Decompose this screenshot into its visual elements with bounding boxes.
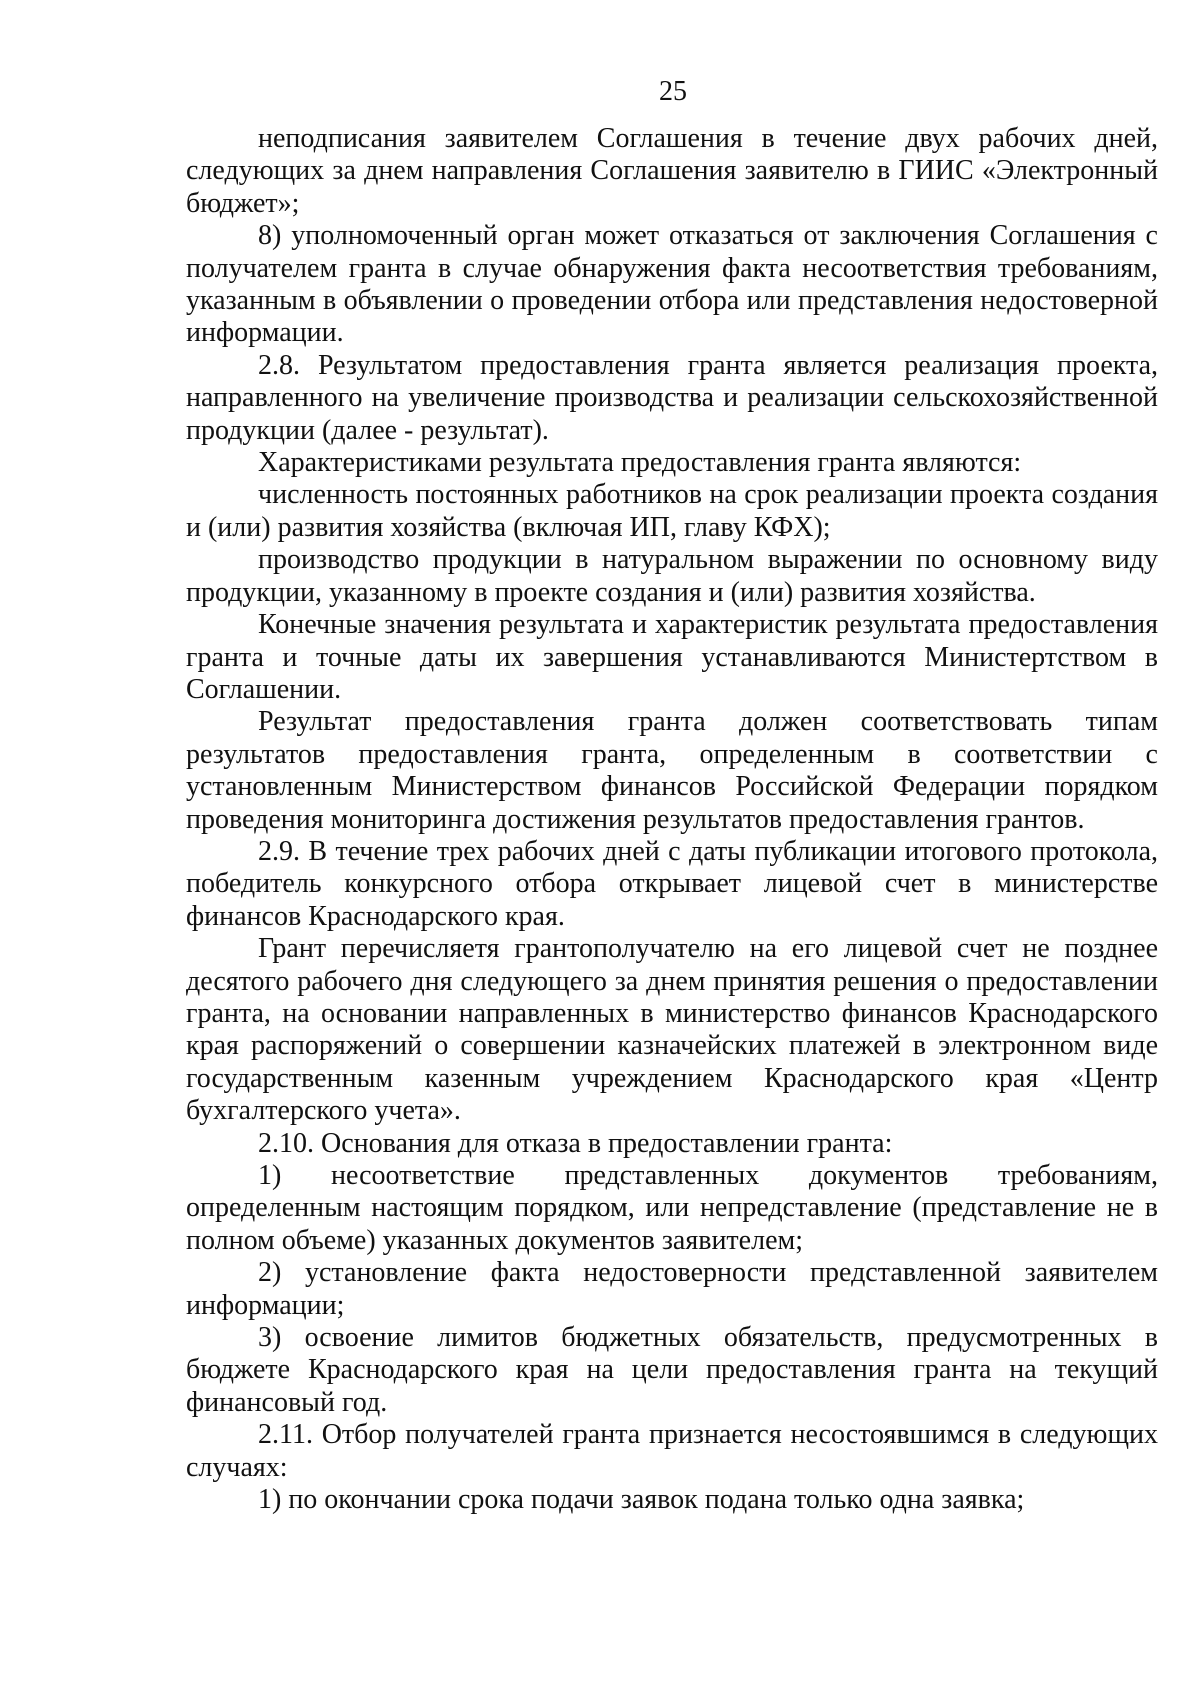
paragraph-agreement-unsigned: неподписания заявителем Соглашения в течение двух рабочих дней, следующих за днем направления Соглашения заявителю в ГИИС «Электронный бюджет»; [186,123,1158,219]
paragraph-2-10-refusal-grounds: 2.10. Основания для отказа в предоставлении гранта: [258,1127,893,1159]
paragraph-grant-transfer: Грант перечисляетя грантополучателю на его лицевой счет не позднее десятого рабочего дня следующего за днем принятия решения о предоставлении гранта, на основании направленных в министерство финансов Краснодарского края распоряжений о совершении казначейских платежей в электронном виде государственным казенным учреждением Краснодарского края «Центр бухгалтерского учета». [186,933,1158,1127]
paragraph-refusal-item-3: 3) освоение лимитов бюджетных обязательств, предусмотренных в бюджете Краснодарского края на цели предоставления гранта на текущий финансовый год. [186,1322,1158,1418]
paragraph-result-types: Результат предоставления гранта должен соответствовать типам результатов предоставления гранта, определенным в соответствии с установленным Министерством финансов Российской Федерации порядком проведения мониторинга достижения результатов предоставления грантов. [186,706,1158,835]
page-number: 25 [659,76,687,107]
paragraph-refusal-item-1: 1) несоответствие представленных документов требованиям, определенным настоящим порядком, или непредставление (представление не в полном объеме) указанных документов заявителем; [186,1160,1158,1256]
paragraph-refusal-item-2: 2) установление факта недостоверности представленной заявителем информации; [186,1257,1158,1321]
paragraph-failed-item-1: 1) по окончании срока подачи заявок подана только одна заявка; [258,1484,1025,1516]
paragraph-employee-count: численность постоянных работников на срок реализации проекта создания и (или) развития хозяйства (включая ИП, главу КФХ); [186,479,1158,543]
paragraph-2-8-result: 2.8. Результатом предоставления гранта является реализация проекта, направленного на увеличение производства и реализации сельскохозяйственной продукции (далее - результат). [186,349,1158,446]
paragraph-result-characteristics: Характеристиками результата предоставления гранта являются: [258,447,1022,479]
paragraph-production-volume: производство продукции в натуральном выражении по основному виду продукции, указанному в проекте создания и (или) развития хозяйства. [186,544,1158,608]
paragraph-final-values: Конечные значения результата и характеристик результата предоставления гранта и точные даты их завершения устанавливаются Министертством в Соглашении. [186,609,1158,705]
paragraph-refusal-to-conclude: 8) уполномоченный орган может отказаться от заключения Соглашения с получателем гранта в случае обнаружения факта несоответствия требованиям, указанным в объявлении о проведении отбора или представления недостоверной информации. [186,220,1158,349]
paragraph-2-11-failed-selection: 2.11. Отбор получателей гранта признается несостоявшимся в следующих случаях: [186,1419,1158,1483]
document-body [186,123,1158,1516]
paragraph-2-9-account: 2.9. В течение трех рабочих дней с даты публикации итогового протокола, победитель конкурсного отбора открывает лицевой счет в министерстве финансов Краснодарского края. [186,835,1158,932]
